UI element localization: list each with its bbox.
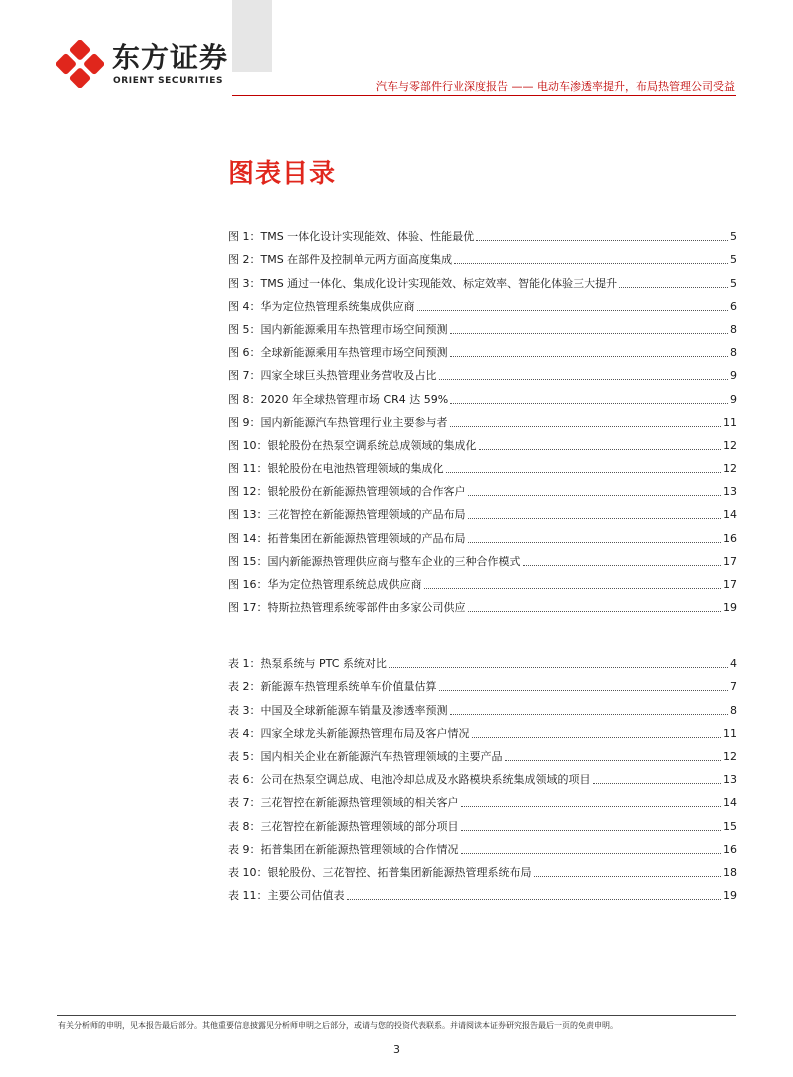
toc-entry-label: 图 17：特斯拉热管理系统零部件由多家公司供应 xyxy=(228,601,466,615)
toc-leader-dots xyxy=(389,667,728,668)
toc-figure-entry[interactable] xyxy=(228,522,737,545)
toc-entry-page: 15 xyxy=(723,819,737,833)
toc-entry-page: 9 xyxy=(730,392,737,406)
toc-entry-page: 4 xyxy=(730,657,737,671)
toc-leader-dots xyxy=(461,806,722,807)
header-divider xyxy=(232,95,736,96)
toc-leader-dots xyxy=(476,240,728,241)
toc-leader-dots xyxy=(450,714,729,715)
toc-figure-entry[interactable] xyxy=(228,499,737,522)
toc-leader-dots xyxy=(439,379,729,380)
toc-table-entry[interactable] xyxy=(228,648,737,671)
toc-leader-dots xyxy=(523,565,722,566)
toc-figure-entry[interactable] xyxy=(228,383,737,406)
toc-title: 图表目录 xyxy=(228,159,337,189)
toc-entry-label: 图 11：银轮股份在电池热管理领域的集成化 xyxy=(228,462,444,476)
footer-disclaimer: 有关分析师的申明，见本报告最后部分。其他重要信息披露见分析师申明之后部分，或请与您的投资代表联系。并请阅读本证券研究报告最后一页的免责申明。 xyxy=(58,1021,618,1030)
toc-entry-label: 表 7：三花智控在新能源热管理领域的相关客户 xyxy=(228,796,459,810)
toc-entry-label: 图 8：2020 年全球热管理市场 CR4 达 59% xyxy=(228,392,449,406)
table-list xyxy=(228,648,737,903)
toc-table-entry[interactable] xyxy=(228,741,737,764)
toc-leader-dots xyxy=(505,760,722,761)
toc-leader-dots xyxy=(468,495,722,496)
toc-entry-page: 5 xyxy=(730,276,737,290)
toc-entry-page: 8 xyxy=(730,322,737,336)
toc-leader-dots xyxy=(461,853,722,854)
toc-figure-entry[interactable] xyxy=(228,244,737,267)
toc-entry-label: 表 2：新能源车热管理系统单车价值量估算 xyxy=(228,680,437,694)
toc-leader-dots xyxy=(534,876,722,877)
toc-leader-dots xyxy=(446,472,722,473)
toc-entry-page: 14 xyxy=(723,796,737,810)
toc-leader-dots xyxy=(450,403,728,404)
toc-figure-entry[interactable] xyxy=(228,453,737,476)
toc-entry-label: 图 6：全球新能源乘用车热管理市场空间预测 xyxy=(228,346,448,360)
toc-figure-entry[interactable] xyxy=(228,476,737,499)
toc-figure-entry[interactable] xyxy=(228,407,737,430)
toc-entry-page: 8 xyxy=(730,703,737,717)
toc-leader-dots xyxy=(347,899,722,900)
toc-entry-label: 图 5：国内新能源乘用车热管理市场空间预测 xyxy=(228,322,448,336)
toc-entry-page: 12 xyxy=(723,749,737,763)
toc-figure-entry[interactable] xyxy=(228,314,737,337)
toc-entry-label: 表 10：银轮股份、三花智控、拓普集团新能源热管理系统布局 xyxy=(228,865,532,879)
brand-name-en: ORIENT SECURITIES xyxy=(113,76,224,86)
toc-figure-entry[interactable] xyxy=(228,569,737,592)
toc-leader-dots xyxy=(468,611,722,612)
toc-entry-page: 9 xyxy=(730,369,737,383)
toc-entry-label: 表 6：公司在热泵空调总成、电池冷却总成及水路模块系统集成领域的项目 xyxy=(228,773,591,787)
report-title: 汽车与零部件行业深度报告 —— 电动车渗透率提升，布局热管理公司受益 xyxy=(376,80,735,93)
toc-entry-label: 图 9：国内新能源汽车热管理行业主要参与者 xyxy=(228,415,448,429)
toc-table-entry[interactable] xyxy=(228,880,737,903)
toc-entry-label: 图 13：三花智控在新能源热管理领域的产品布局 xyxy=(228,508,466,522)
toc-leader-dots xyxy=(454,263,728,264)
toc-table-entry[interactable] xyxy=(228,718,737,741)
toc-leader-dots xyxy=(468,542,722,543)
toc-entry-label: 图 10：银轮股份在热泵空调系统总成领域的集成化 xyxy=(228,438,477,452)
toc-entry-page: 17 xyxy=(723,554,737,568)
toc-table-entry[interactable] xyxy=(228,764,737,787)
toc-entry-page: 16 xyxy=(723,531,737,545)
toc-table-entry[interactable] xyxy=(228,834,737,857)
toc-leader-dots xyxy=(468,518,722,519)
toc-entry-label: 表 9：拓普集团在新能源热管理领域的合作情况 xyxy=(228,842,459,856)
footer-divider xyxy=(57,1015,736,1016)
toc-entry-label: 图 15：国内新能源热管理供应商与整车企业的三种合作模式 xyxy=(228,554,521,568)
toc-entry-label: 表 11：主要公司估值表 xyxy=(228,889,345,903)
toc-entry-label: 图 4：华为定位热管理系统集成供应商 xyxy=(228,299,415,313)
toc-entry-label: 表 1：热泵系统与 PTC 系统对比 xyxy=(228,657,387,671)
toc-entry-label: 表 5：国内相关企业在新能源汽车热管理领域的主要产品 xyxy=(228,749,503,763)
toc-entry-page: 12 xyxy=(723,438,737,452)
toc-entry-page: 7 xyxy=(730,680,737,694)
toc-entry-label: 表 4：四家全球龙头新能源热管理布局及客户情况 xyxy=(228,726,470,740)
toc-entry-page: 13 xyxy=(723,773,737,787)
toc-entry-page: 5 xyxy=(730,230,737,244)
toc-leader-dots xyxy=(450,333,729,334)
page-number: 3 xyxy=(393,1043,400,1056)
toc-leader-dots xyxy=(439,690,729,691)
toc-entry-page: 13 xyxy=(723,485,737,499)
toc-leader-dots xyxy=(417,310,729,311)
toc-entry-page: 12 xyxy=(723,462,737,476)
orient-securities-logo-icon xyxy=(56,40,104,88)
toc-entry-page: 16 xyxy=(723,842,737,856)
toc-entry-label: 图 16：华为定位热管理系统总成供应商 xyxy=(228,578,422,591)
toc-entry-label: 表 3：中国及全球新能源车销量及渗透率预测 xyxy=(228,703,448,717)
toc-figure-entry[interactable] xyxy=(228,221,737,244)
toc-entry-page: 18 xyxy=(723,865,737,879)
toc-entry-page: 6 xyxy=(730,299,737,313)
header-accent-band xyxy=(232,0,272,72)
toc-figure-entry[interactable] xyxy=(228,592,737,615)
toc-entry-label: 图 2：TMS 在部件及控制单元两方面高度集成 xyxy=(228,253,453,267)
toc-table-entry[interactable] xyxy=(228,787,737,810)
toc-leader-dots xyxy=(450,426,722,427)
toc-entry-page: 11 xyxy=(723,415,737,429)
toc-entry-label: 图 12：银轮股份在新能源热管理领域的合作客户 xyxy=(228,485,466,499)
toc-leader-dots xyxy=(424,588,722,589)
toc-entry-label: 表 8：三花智控在新能源热管理领域的部分项目 xyxy=(228,819,459,833)
toc-entry-label: 图 7：四家全球巨头热管理业务营收及占比 xyxy=(228,369,437,383)
brand-name-cn: 东方证券 xyxy=(112,41,229,74)
toc-entry-page: 5 xyxy=(730,253,737,267)
toc-table-entry[interactable] xyxy=(228,810,737,833)
toc-figure-entry[interactable] xyxy=(228,360,737,383)
toc-leader-dots xyxy=(461,830,722,831)
toc-entry-page: 14 xyxy=(723,508,737,522)
toc-entry-label: 图 14：拓普集团在新能源热管理领域的产品布局 xyxy=(228,531,466,545)
toc-table-entry[interactable] xyxy=(228,671,737,694)
toc-entry-page: 11 xyxy=(723,726,737,740)
toc-figure-entry[interactable] xyxy=(228,546,737,569)
toc-leader-dots xyxy=(479,449,722,450)
toc-table-entry[interactable] xyxy=(228,694,737,717)
toc-leader-dots xyxy=(619,287,728,288)
toc-figure-entry[interactable] xyxy=(228,267,737,290)
toc-table-entry[interactable] xyxy=(228,857,737,880)
toc-leader-dots xyxy=(472,737,722,738)
toc-entry-label: 图 1：TMS 一体化设计实现能效、体验、性能最优 xyxy=(228,230,475,244)
toc-figure-entry[interactable] xyxy=(228,337,737,360)
toc-leader-dots xyxy=(450,356,729,357)
toc-entry-page: 17 xyxy=(723,578,737,591)
toc-entry-page: 19 xyxy=(723,889,737,903)
toc-entry-page: 8 xyxy=(730,346,737,360)
toc-figure-entry[interactable] xyxy=(228,291,737,314)
figure-list xyxy=(228,221,737,615)
toc-entry-label: 图 3：TMS 通过一体化、集成化设计实现能效、标定效率、智能化体验三大提升 xyxy=(228,276,618,290)
toc-leader-dots xyxy=(593,783,722,784)
toc-entry-page: 19 xyxy=(723,601,737,615)
toc-figure-entry[interactable] xyxy=(228,430,737,453)
